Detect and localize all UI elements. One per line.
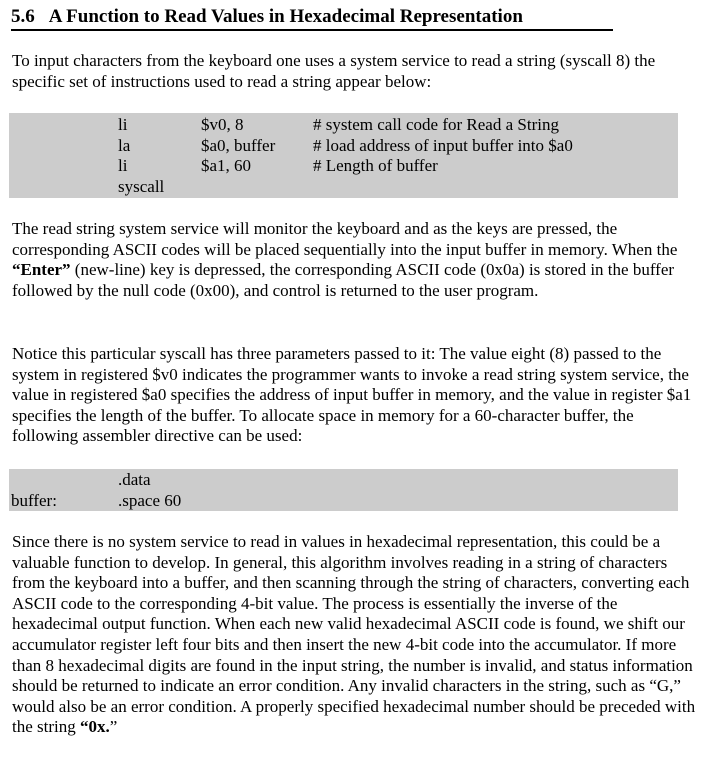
- enter-key-label: “Enter”: [12, 260, 71, 280]
- code-op: li: [118, 115, 128, 134]
- read-string-paragraph: [12, 219, 702, 301]
- code-comment: # load address of input buffer into $a0: [313, 135, 573, 155]
- code-args: $v0, 8: [201, 115, 244, 134]
- section-heading: [11, 6, 523, 28]
- data-directive: .data: [118, 470, 151, 489]
- code-comment: # Length of buffer: [313, 156, 438, 175]
- space-directive: .space 60: [118, 490, 182, 510]
- code-args: $a0, buffer: [201, 135, 276, 155]
- section-number: 5.6: [11, 6, 35, 27]
- para4-text-2: ”: [109, 717, 118, 737]
- intro-paragraph: To input characters from the keyboard one uses a system service to read a string (syscall 8) the specific set of instructions used to read a string appear below:: [12, 51, 656, 91]
- para4-text-1: Since there is no system service to read in values in hexadecimal representation, this could be a valuable function to develop. In general, this algorithm involves reading in a string of characters from the keyboard into a buffer, and then scanning through the string of characters, converting each ASCII code to the corresponding 4-bit value. The process is essentially the inverse of the hexadecimal output function. When each new valid hexadecimal ASCII code is found, we shift our accumulator register left four bits and then insert the new 4-bit code into the accumulator. If more than 8 hexadecimal digits are found in the input string, the number is invalid, and status information should be returned to indicate an error condition. Any invalid characters in the string, such as “G,” would also be an error condition. A properly specified hexadecimal number should be preceded with the string: [12, 532, 696, 737]
- code-op: la: [118, 135, 131, 155]
- buffer-label: buffer:: [11, 490, 57, 510]
- parameters-paragraph: Notice this particular syscall has three parameters passed to it: The value eight (8) passed to the system in registered $v0 indicates the programmer wants to invoke a read string system service, the value in registered $a0 specifies the address of input buffer in memory, and the value in register $a1 specifies the length of the buffer. To allocate space in memory for a 60-character buffer, the following assembler directive can be used:: [12, 344, 692, 446]
- code-comment: # system call code for Read a String: [313, 115, 559, 134]
- section-title: A Function to Read Values in Hexadecimal Representation: [48, 6, 523, 27]
- hex-prefix: “0x.: [80, 717, 110, 737]
- para2-text-1: The read string system service will monitor the keyboard and as the keys are pressed, the corresponding ASCII codes will be placed sequentially into the input buffer in memory. When the: [12, 219, 678, 259]
- syscall-code-block: [9, 113, 678, 198]
- code-args: $a1, 60: [201, 156, 252, 175]
- code-op: li: [118, 156, 128, 175]
- data-directive-block: [9, 469, 678, 511]
- code-op: syscall: [118, 176, 165, 196]
- hex-function-paragraph: [12, 532, 702, 738]
- para2-text-2: (new-line) key is depressed, the corresponding ASCII code (0x0a) is stored in the buffer followed by the null code (0x00), and control is returned to the user program.: [12, 260, 675, 300]
- heading-underline: [11, 29, 613, 31]
